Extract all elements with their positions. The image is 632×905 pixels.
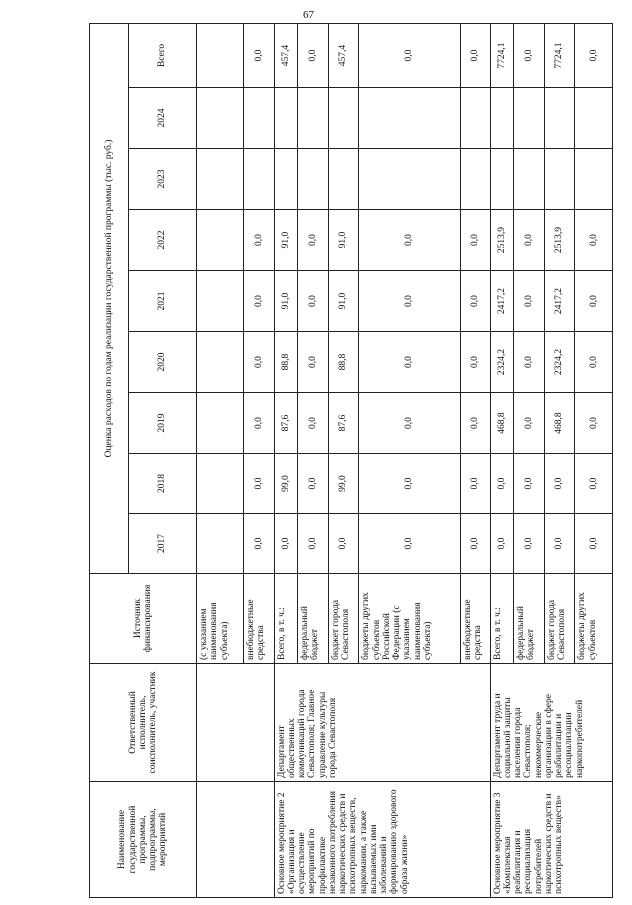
value-cell [197,514,244,574]
value-cell [244,149,275,210]
source-cell: Всего, в т. ч.: [274,574,298,664]
value-cell: 0,0 [514,23,545,87]
value-cell [490,149,514,210]
value-cell: 0,0 [359,393,460,454]
value-cell [490,88,514,149]
value-cell: 0,0 [514,332,545,393]
value-cell: 0,0 [298,210,329,271]
value-cell: 0,0 [298,393,329,454]
header-total: Всего [128,23,196,87]
header-year: 2023 [128,149,196,210]
funding-table [89,23,613,898]
value-cell: 0,0 [359,514,460,574]
measure-responsible: Департамент труда и социальной защиты населения города Севастополя; некоммерческие организации в сфере реабилитации и ресоциализации наркопотребителей [490,664,612,782]
value-cell: 0,0 [575,271,613,332]
value-cell: 0,0 [460,454,490,514]
value-cell: 91,0 [274,210,298,271]
value-cell: 457,4 [274,23,298,87]
value-cell [514,149,545,210]
header-year: 2017 [128,514,196,574]
value-cell [328,88,359,149]
value-cell: 0,0 [298,271,329,332]
value-cell: 91,0 [328,271,359,332]
value-cell [274,149,298,210]
value-cell [575,88,613,149]
responsible-cell-continued [197,664,275,782]
value-cell [197,88,244,149]
value-cell: 0,0 [575,454,613,514]
value-cell: 0,0 [490,454,514,514]
value-cell: 468,8 [490,393,514,454]
value-cell: 0,0 [359,210,460,271]
value-cell: 2513,9 [490,210,514,271]
source-cell: бюджет города Севастополя [328,574,359,664]
value-cell: 2324,2 [544,332,575,393]
value-cell: 7724,1 [544,23,575,87]
value-cell: 0,0 [575,210,613,271]
measure-name: Основное мероприятие 2 «Организация и осуществление мероприятий по профилактике незаконного потребления наркотических средств и психотропных веществ, наркомании, а также вызываемых ими заболеваний и формированию здорового образа жизни» [274,782,490,898]
value-cell: 2513,9 [544,210,575,271]
value-cell [544,88,575,149]
value-cell: 468,8 [544,393,575,454]
value-cell: 0,0 [575,514,613,574]
value-cell: 0,0 [575,332,613,393]
header-year: 2018 [128,454,196,514]
value-cell: 0,0 [514,393,545,454]
header-estimate: Оценка расходов по годам реализации государственной программы (тыс. руб.) [90,23,129,573]
value-cell: 99,0 [274,454,298,514]
value-cell [359,88,460,149]
value-cell: 0,0 [514,210,545,271]
value-cell: 87,6 [274,393,298,454]
value-cell: 0,0 [460,393,490,454]
header-source: Источник финансирования [90,574,197,664]
value-cell: 0,0 [244,514,275,574]
value-cell: 7724,1 [490,23,514,87]
value-cell [197,332,244,393]
value-cell: 0,0 [575,23,613,87]
value-cell [460,149,490,210]
value-cell: 88,8 [328,332,359,393]
value-cell: 0,0 [490,514,514,574]
value-cell [298,88,329,149]
value-cell: 0,0 [298,23,329,87]
header-name: Наименование государственной программы, подпрограммы, мероприятий [90,782,197,898]
value-cell: 0,0 [575,393,613,454]
header-year: 2019 [128,393,196,454]
value-cell [514,88,545,149]
value-cell: 0,0 [460,23,490,87]
value-cell: 0,0 [460,332,490,393]
value-cell: 0,0 [359,271,460,332]
value-cell: 91,0 [328,210,359,271]
value-cell: 0,0 [298,514,329,574]
value-cell: 0,0 [544,514,575,574]
source-cell: федеральный бюджет [298,574,329,664]
value-cell [197,454,244,514]
header-year: 2021 [128,271,196,332]
value-cell: 0,0 [298,332,329,393]
measure-name: Основное мероприятие 3 «Комплексная реабилитация и ресоциализация потребителей наркотических средств и психотропных веществ» [490,782,612,898]
value-cell: 0,0 [244,210,275,271]
value-cell: 0,0 [298,454,329,514]
source-cell: внебюджетные средства [244,574,275,664]
value-cell: 99,0 [328,454,359,514]
value-cell [274,88,298,149]
value-cell [575,149,613,210]
rotated-table-frame [89,24,613,898]
value-cell [244,88,275,149]
source-cell: Всего, в т. ч.: [490,574,514,664]
value-cell: 0,0 [359,332,460,393]
value-cell: 2417,2 [544,271,575,332]
value-cell: 0,0 [244,271,275,332]
value-cell: 2324,2 [490,332,514,393]
header-year: 2024 [128,88,196,149]
value-cell: 2417,2 [490,271,514,332]
measure-responsible: Департамент общественных коммуникаций города Севастополя; Главное управление культуры города Севастополя [274,664,490,782]
value-cell: 0,0 [244,454,275,514]
header-year: 2020 [128,332,196,393]
value-cell [197,23,244,87]
value-cell: 0,0 [460,210,490,271]
rotated-table-container [89,24,613,898]
value-cell: 0,0 [460,514,490,574]
value-cell [328,149,359,210]
value-cell: 0,0 [514,271,545,332]
value-cell: 91,0 [274,271,298,332]
value-cell: 88,8 [274,332,298,393]
source-cell: бюджеты других субъектов Российской Федерации (с указанием наименования субъекта) [359,574,460,664]
value-cell: 0,0 [514,514,545,574]
value-cell: 0,0 [514,454,545,514]
value-cell [197,271,244,332]
source-cell: федеральный бюджет [514,574,545,664]
value-cell: 0,0 [244,23,275,87]
source-cell: бюджеты других субъектов [575,574,613,664]
value-cell: 0,0 [244,332,275,393]
value-cell [197,210,244,271]
value-cell: 0,0 [359,454,460,514]
value-cell: 457,4 [328,23,359,87]
value-cell [298,149,329,210]
header-responsible: Ответственный исполнитель, соисполнитель, участник [90,664,197,782]
value-cell: 0,0 [460,271,490,332]
value-cell [544,149,575,210]
value-cell [460,88,490,149]
header-year: 2022 [128,210,196,271]
name-cell-continued [197,782,275,898]
source-cell: бюджет города Севастополя [544,574,575,664]
value-cell: 0,0 [328,514,359,574]
source-cell: внебюджетные средства [460,574,490,664]
value-cell: 0,0 [274,514,298,574]
value-cell: 0,0 [244,393,275,454]
value-cell [197,149,244,210]
value-cell: 87,6 [328,393,359,454]
value-cell [359,149,460,210]
value-cell [197,393,244,454]
page-number: 67 [303,9,314,21]
source-cell: (с указанием наименования субъекта) [197,574,244,664]
value-cell: 0,0 [544,454,575,514]
value-cell: 0,0 [359,23,460,87]
